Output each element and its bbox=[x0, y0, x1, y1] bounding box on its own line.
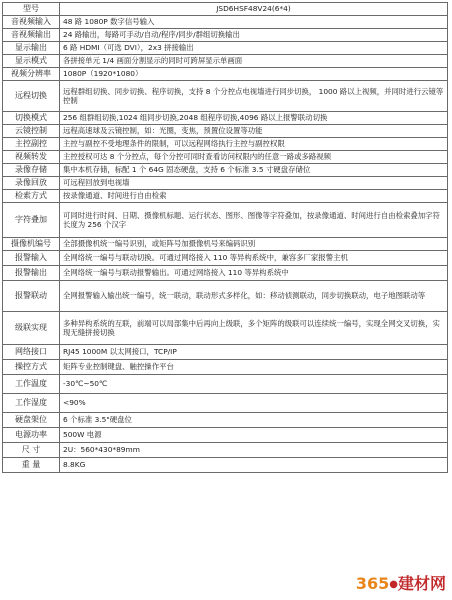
spec-row bbox=[3, 281, 448, 312]
spec-label: 检索方式 bbox=[3, 190, 60, 203]
spec-row bbox=[3, 16, 448, 29]
spec-row bbox=[3, 375, 448, 394]
watermark-dot-icon: ● bbox=[389, 579, 398, 590]
spec-row bbox=[3, 112, 448, 125]
spec-row bbox=[3, 55, 448, 68]
spec-label: 摄像机编号 bbox=[3, 238, 60, 251]
spec-row bbox=[3, 394, 448, 413]
spec-row bbox=[3, 42, 448, 55]
spec-value: 全网络统一编号与联动切换。可通过网络接入 110 等异构系统中，兼容多厂家报警主机 bbox=[60, 251, 448, 266]
watermark-text: 建材网 bbox=[397, 574, 446, 593]
spec-value: 可远程回放到电视墙 bbox=[60, 177, 448, 190]
spec-label: 硬盘架位 bbox=[3, 413, 60, 428]
spec-value: 全网报警输入输出统一编号，统一联动，联动形式多样化，如：移动侦测联动，同步切换联动，电子地图联动等 bbox=[60, 281, 448, 312]
spec-label: 型号 bbox=[3, 3, 60, 16]
spec-row bbox=[3, 428, 448, 443]
spec-row bbox=[3, 238, 448, 251]
spec-row bbox=[3, 29, 448, 42]
spec-value: 远程高速球及云镜控制，如：光圈，变焦，预置位设置等功能 bbox=[60, 125, 448, 138]
spec-row bbox=[3, 138, 448, 151]
spec-value: 6 个标准 3.5"硬盘位 bbox=[60, 413, 448, 428]
spec-label: 音视频输入 bbox=[3, 16, 60, 29]
spec-label: 视频分辨率 bbox=[3, 68, 60, 81]
spec-label: 级联实现 bbox=[3, 312, 60, 345]
spec-row bbox=[3, 413, 448, 428]
spec-value: 1080P（1920*1080） bbox=[60, 68, 448, 81]
spec-value: 500W 电源 bbox=[60, 428, 448, 443]
spec-value: 2U：560*430*89mm bbox=[60, 443, 448, 458]
spec-value: RJ45 1000M 以太网接口，TCP/IP bbox=[60, 345, 448, 360]
spec-value: 48 路 1080P 数字信号输入 bbox=[60, 16, 448, 29]
spec-label: 视频转发 bbox=[3, 151, 60, 164]
spec-label: 重 量 bbox=[3, 458, 60, 473]
spec-row bbox=[3, 203, 448, 238]
spec-label: 显示输出 bbox=[3, 42, 60, 55]
spec-label: 音视频输出 bbox=[3, 29, 60, 42]
spec-label: 远程切换 bbox=[3, 81, 60, 112]
spec-value: 远程群组切换、同步切换、程序切换，支持 8 个分控点电视墙进行同步切换， 1000 路以上视频，并同时进行云镜等控制 bbox=[60, 81, 448, 112]
spec-value: 多种异构系统的互联，前端可以局部集中后再向上级联，多个矩阵的级联可以连续统一编号，实现全网交叉切换，实现无缝拼接切换 bbox=[60, 312, 448, 345]
spec-label: 电源功率 bbox=[3, 428, 60, 443]
spec-label: 报警输出 bbox=[3, 266, 60, 281]
spec-table bbox=[2, 2, 448, 473]
spec-label: 云镜控制 bbox=[3, 125, 60, 138]
spec-row bbox=[3, 312, 448, 345]
spec-row bbox=[3, 177, 448, 190]
spec-value: 全网络统一编号与联动报警输出。可通过网络接入 110 等异构系统中 bbox=[60, 266, 448, 281]
spec-value: 按录像通道、时间进行自由检索 bbox=[60, 190, 448, 203]
spec-value: 集中本机存储，标配 1 个 64G 固态硬盘，支持 6 个标准 3.5 寸硬盘存储位 bbox=[60, 164, 448, 177]
spec-label: 报警联动 bbox=[3, 281, 60, 312]
spec-label: 工作温度 bbox=[3, 375, 60, 394]
spec-value: 24 路输出，每路可手动/自动/程序/同步/群组切换输出 bbox=[60, 29, 448, 42]
spec-row bbox=[3, 190, 448, 203]
spec-row bbox=[3, 151, 448, 164]
spec-row bbox=[3, 345, 448, 360]
spec-value: 主控与副控不受地理条件的限制，可以远程网络执行主控与副控权限 bbox=[60, 138, 448, 151]
spec-row bbox=[3, 3, 448, 16]
spec-label: 录像回放 bbox=[3, 177, 60, 190]
spec-value: 6 路 HDMI（可选 DVI），2x3 拼接输出 bbox=[60, 42, 448, 55]
spec-value: 矩阵专业控制键盘、触控操作平台 bbox=[60, 360, 448, 375]
spec-label: 录像存储 bbox=[3, 164, 60, 177]
spec-row bbox=[3, 81, 448, 112]
spec-value: 各拼接单元 1/4 画面分割显示的同时可跨屏显示单画面 bbox=[60, 55, 448, 68]
spec-value: 主控授权可达 8 个分控点，每个分控可同时查看访问权限内的任意一路或多路视频 bbox=[60, 151, 448, 164]
spec-label: 切换模式 bbox=[3, 112, 60, 125]
spec-value: 8.8KG bbox=[60, 458, 448, 473]
spec-value: JSD6HSF48V24(6*4) bbox=[60, 3, 448, 16]
spec-label: 字符叠加 bbox=[3, 203, 60, 238]
spec-label: 网络接口 bbox=[3, 345, 60, 360]
spec-row bbox=[3, 164, 448, 177]
spec-label: 工作湿度 bbox=[3, 394, 60, 413]
spec-label: 尺 寸 bbox=[3, 443, 60, 458]
spec-value: <90% bbox=[60, 394, 448, 413]
spec-row bbox=[3, 443, 448, 458]
spec-label: 显示模式 bbox=[3, 55, 60, 68]
spec-value: 全部摄像机统一编号识别，或矩阵号加摄像机号来编码识别 bbox=[60, 238, 448, 251]
spec-value: -30℃~50℃ bbox=[60, 375, 448, 394]
watermark-logo bbox=[356, 571, 446, 594]
spec-value: 256 组群组切换,1024 组同步切换,2048 组程序切换,4096 路以上报警联动切换 bbox=[60, 112, 448, 125]
spec-row bbox=[3, 251, 448, 266]
spec-row bbox=[3, 458, 448, 473]
watermark-number: 365 bbox=[355, 574, 390, 593]
spec-label: 操控方式 bbox=[3, 360, 60, 375]
spec-label: 报警输入 bbox=[3, 251, 60, 266]
spec-value: 可同时进行时间、日期、摄像机标题、运行状态、图形、图像等字符叠加，按录像通道、时间进行自由检索叠加字符长度为 256 个汉字 bbox=[60, 203, 448, 238]
spec-row bbox=[3, 125, 448, 138]
spec-label: 主控副控 bbox=[3, 138, 60, 151]
spec-row bbox=[3, 68, 448, 81]
spec-row bbox=[3, 266, 448, 281]
spec-row bbox=[3, 360, 448, 375]
spec-table-body bbox=[3, 3, 448, 473]
